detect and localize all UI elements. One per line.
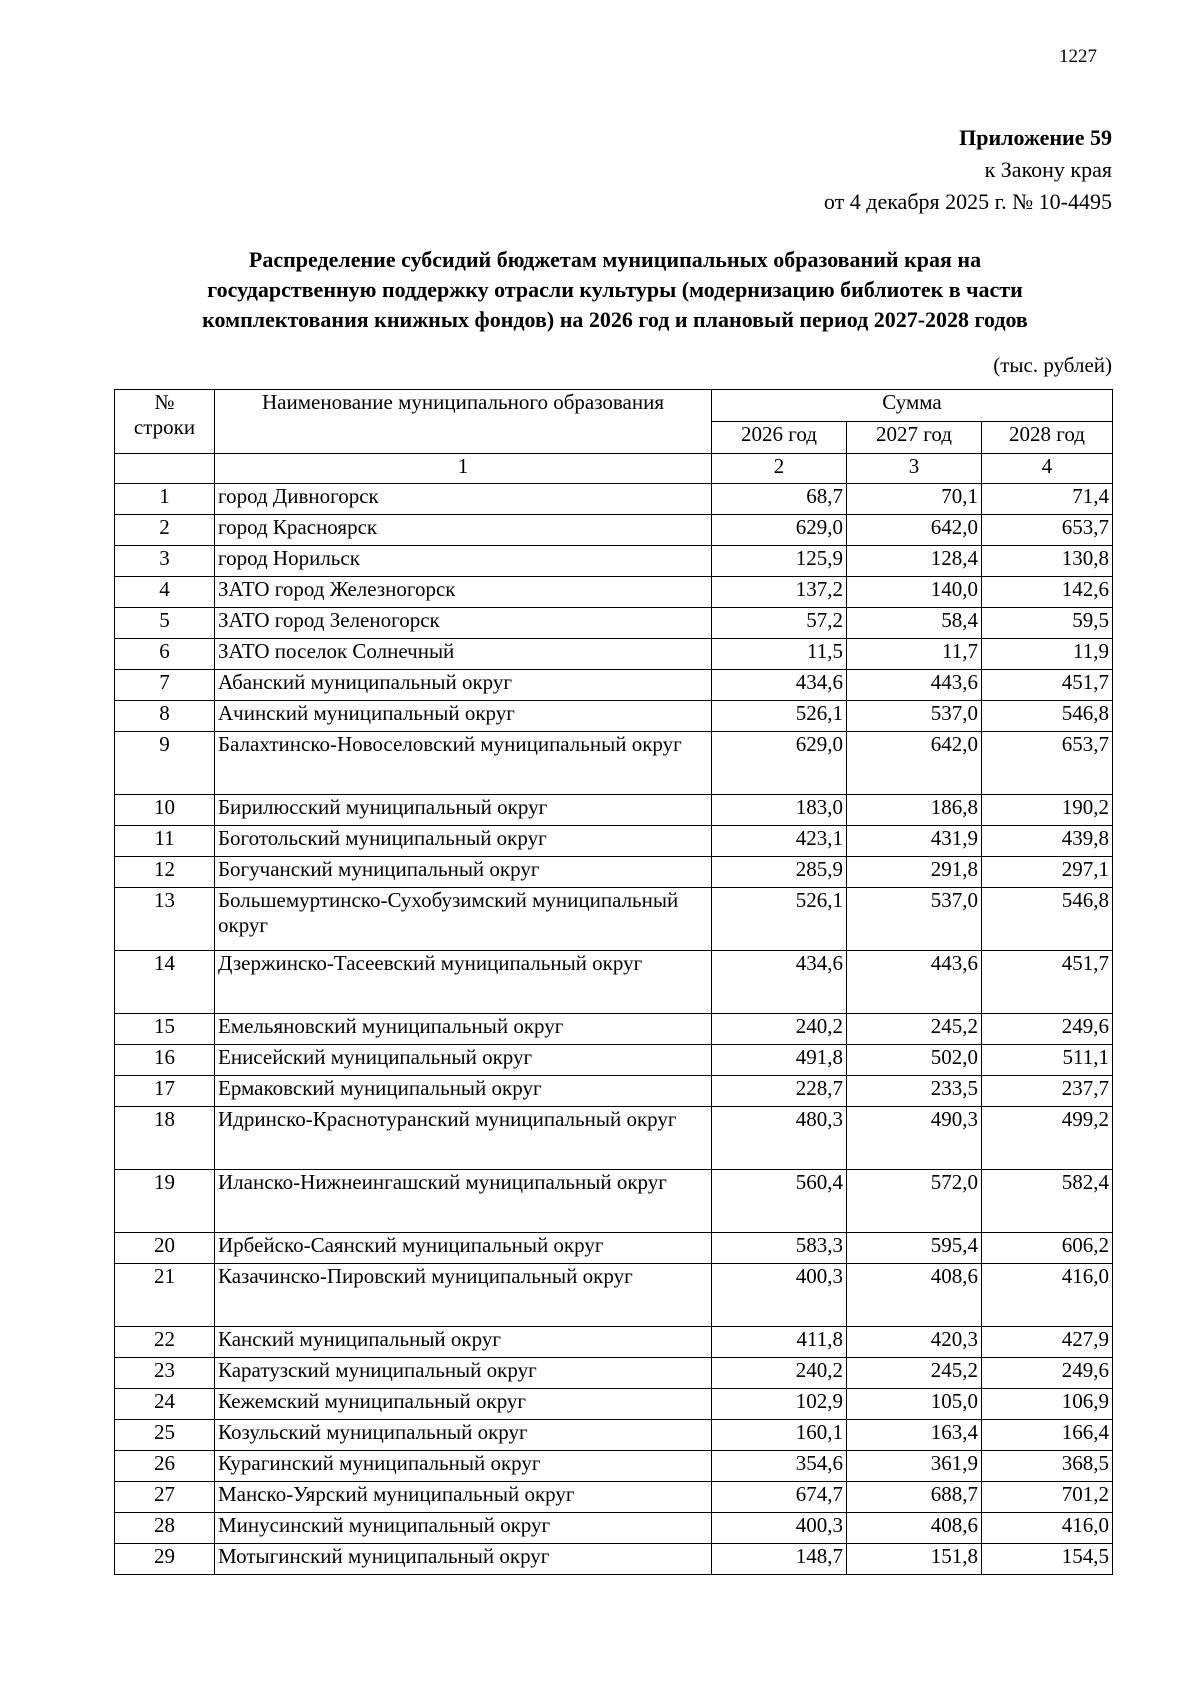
header-row-number xyxy=(115,390,215,454)
row-number-cell: 20 xyxy=(115,1233,215,1264)
row-number-cell: 10 xyxy=(115,795,215,826)
amount-2027-cell: 642,0 xyxy=(847,515,982,546)
table-row xyxy=(115,826,1113,857)
table-row xyxy=(115,1513,1113,1544)
amount-2028-cell: 499,2 xyxy=(982,1107,1113,1170)
municipality-name-cell: Бирилюсский муниципальный округ xyxy=(215,795,712,826)
row-number-cell: 3 xyxy=(115,546,215,577)
table-row xyxy=(115,608,1113,639)
amount-2026-cell: 560,4 xyxy=(712,1170,847,1233)
amount-2026-cell: 11,5 xyxy=(712,639,847,670)
municipality-name-cell: Мотыгинский муниципальный округ xyxy=(215,1544,712,1575)
table-row xyxy=(115,515,1113,546)
row-number-cell: 5 xyxy=(115,608,215,639)
table-row xyxy=(115,577,1113,608)
amount-2027-cell: 537,0 xyxy=(847,888,982,951)
row-number-cell: 25 xyxy=(115,1420,215,1451)
row-number-cell: 15 xyxy=(115,1014,215,1045)
municipality-name-cell: город Норильск xyxy=(215,546,712,577)
amount-2026-cell: 183,0 xyxy=(712,795,847,826)
amount-2028-cell: 142,6 xyxy=(982,577,1113,608)
municipality-name-cell: Каратузский муниципальный округ xyxy=(215,1358,712,1389)
document-title xyxy=(115,245,1115,335)
table-row xyxy=(115,701,1113,732)
table-row xyxy=(115,857,1113,888)
amount-2027-cell: 105,0 xyxy=(847,1389,982,1420)
municipality-name-cell: Курагинский муниципальный округ xyxy=(215,1451,712,1482)
amount-2028-cell: 59,5 xyxy=(982,608,1113,639)
municipality-name-cell: город Красноярск xyxy=(215,515,712,546)
unit-label: (тыс. рублей) xyxy=(993,353,1112,377)
amount-2026-cell: 240,2 xyxy=(712,1014,847,1045)
amount-2026-cell: 400,3 xyxy=(712,1513,847,1544)
amount-2028-cell: 297,1 xyxy=(982,857,1113,888)
appendix-block xyxy=(824,122,1112,218)
municipality-name-cell: Кежемский муниципальный округ xyxy=(215,1389,712,1420)
row-number-cell: 18 xyxy=(115,1107,215,1170)
amount-2027-cell: 443,6 xyxy=(847,951,982,1014)
amount-2028-cell: 451,7 xyxy=(982,951,1113,1014)
row-number-cell: 13 xyxy=(115,888,215,951)
document-title-line: государственную поддержку отрасли культуры (модернизацию библиотек в части xyxy=(207,277,1023,302)
table-row xyxy=(115,1045,1113,1076)
row-number-cell: 8 xyxy=(115,701,215,732)
row-number-cell: 11 xyxy=(115,826,215,857)
row-number-cell: 14 xyxy=(115,951,215,1014)
amount-2026-cell: 434,6 xyxy=(712,951,847,1014)
table-row xyxy=(115,1076,1113,1107)
amount-2027-cell: 163,4 xyxy=(847,1420,982,1451)
table-row xyxy=(115,670,1113,701)
municipality-name-cell: Манско-Уярский муниципальный округ xyxy=(215,1482,712,1513)
amount-2026-cell: 354,6 xyxy=(712,1451,847,1482)
amount-2028-cell: 71,4 xyxy=(982,484,1113,515)
table-row xyxy=(115,1358,1113,1389)
amount-2028-cell: 166,4 xyxy=(982,1420,1113,1451)
header-year-2028: 2028 год xyxy=(982,422,1113,454)
municipality-name-cell: Енисейский муниципальный округ xyxy=(215,1045,712,1076)
amount-2027-cell: 595,4 xyxy=(847,1233,982,1264)
amount-2028-cell: 546,8 xyxy=(982,701,1113,732)
amount-2028-cell: 237,7 xyxy=(982,1076,1113,1107)
municipality-name-cell: Боготольский муниципальный округ xyxy=(215,826,712,857)
amount-2027-cell: 490,3 xyxy=(847,1107,982,1170)
row-number-cell: 19 xyxy=(115,1170,215,1233)
amount-2027-cell: 70,1 xyxy=(847,484,982,515)
amount-2028-cell: 249,6 xyxy=(982,1358,1113,1389)
appendix-law-ref: к Закону края xyxy=(984,157,1112,182)
amount-2028-cell: 511,1 xyxy=(982,1045,1113,1076)
amount-2026-cell: 480,3 xyxy=(712,1107,847,1170)
amount-2028-cell: 451,7 xyxy=(982,670,1113,701)
amount-2027-cell: 502,0 xyxy=(847,1045,982,1076)
row-number-cell: 21 xyxy=(115,1264,215,1327)
amount-2028-cell: 249,6 xyxy=(982,1014,1113,1045)
header-name: Наименование муниципального образования xyxy=(215,390,712,454)
amount-2026-cell: 285,9 xyxy=(712,857,847,888)
amount-2028-cell: 368,5 xyxy=(982,1451,1113,1482)
amount-2026-cell: 629,0 xyxy=(712,515,847,546)
amount-2028-cell: 190,2 xyxy=(982,795,1113,826)
municipality-name-cell: Ирбейско-Саянский муниципальный округ xyxy=(215,1233,712,1264)
table-row xyxy=(115,546,1113,577)
amount-2027-cell: 233,5 xyxy=(847,1076,982,1107)
row-number-cell: 7 xyxy=(115,670,215,701)
column-number: 1 xyxy=(215,454,712,484)
amount-2028-cell: 546,8 xyxy=(982,888,1113,951)
column-number-row xyxy=(115,454,1113,484)
table-row xyxy=(115,639,1113,670)
table-row xyxy=(115,1170,1113,1233)
amount-2026-cell: 674,7 xyxy=(712,1482,847,1513)
municipality-name-cell: Ачинский муниципальный округ xyxy=(215,701,712,732)
row-number-cell: 6 xyxy=(115,639,215,670)
amount-2026-cell: 491,8 xyxy=(712,1045,847,1076)
appendix-title: Приложение 59 xyxy=(959,125,1112,150)
page-number: 1227 xyxy=(1059,46,1097,67)
table-row xyxy=(115,1389,1113,1420)
table-row xyxy=(115,1544,1113,1575)
table-row xyxy=(115,484,1113,515)
row-number-cell: 2 xyxy=(115,515,215,546)
column-number-empty xyxy=(115,454,215,484)
amount-2028-cell: 154,5 xyxy=(982,1544,1113,1575)
table-row xyxy=(115,1420,1113,1451)
municipality-name-cell: Минусинский муниципальный округ xyxy=(215,1513,712,1544)
amount-2027-cell: 408,6 xyxy=(847,1513,982,1544)
municipality-name-cell: Идринско-Краснотуранский муниципальный округ xyxy=(215,1107,712,1170)
row-number-cell: 29 xyxy=(115,1544,215,1575)
amount-2028-cell: 416,0 xyxy=(982,1513,1113,1544)
amount-2026-cell: 526,1 xyxy=(712,701,847,732)
table-row xyxy=(115,1482,1113,1513)
municipality-name-cell: Козульский муниципальный округ xyxy=(215,1420,712,1451)
amount-2026-cell: 68,7 xyxy=(712,484,847,515)
amount-2026-cell: 526,1 xyxy=(712,888,847,951)
municipality-name-cell: Дзержинско-Тасеевский муниципальный округ xyxy=(215,951,712,1014)
amount-2028-cell: 427,9 xyxy=(982,1327,1113,1358)
amount-2028-cell: 653,7 xyxy=(982,515,1113,546)
amount-2028-cell: 106,9 xyxy=(982,1389,1113,1420)
amount-2026-cell: 240,2 xyxy=(712,1358,847,1389)
table-row xyxy=(115,1264,1113,1327)
table-row xyxy=(115,795,1113,826)
row-number-cell: 12 xyxy=(115,857,215,888)
amount-2027-cell: 11,7 xyxy=(847,639,982,670)
amount-2027-cell: 140,0 xyxy=(847,577,982,608)
row-number-cell: 4 xyxy=(115,577,215,608)
row-number-cell: 17 xyxy=(115,1076,215,1107)
amount-2028-cell: 439,8 xyxy=(982,826,1113,857)
amount-2026-cell: 125,9 xyxy=(712,546,847,577)
header-year-2026: 2026 год xyxy=(712,422,847,454)
amount-2027-cell: 291,8 xyxy=(847,857,982,888)
header-sum: Сумма xyxy=(712,390,1113,422)
amount-2028-cell: 416,0 xyxy=(982,1264,1113,1327)
subsidy-table xyxy=(114,389,1113,1575)
table-row xyxy=(115,951,1113,1014)
table-row xyxy=(115,1107,1113,1170)
amount-2027-cell: 688,7 xyxy=(847,1482,982,1513)
amount-2028-cell: 582,4 xyxy=(982,1170,1113,1233)
amount-2027-cell: 151,8 xyxy=(847,1544,982,1575)
municipality-name-cell: Абанский муниципальный округ xyxy=(215,670,712,701)
amount-2027-cell: 361,9 xyxy=(847,1451,982,1482)
municipality-name-cell: Иланско-Нижнеингашский муниципальный округ xyxy=(215,1170,712,1233)
row-number-cell: 28 xyxy=(115,1513,215,1544)
amount-2026-cell: 228,7 xyxy=(712,1076,847,1107)
amount-2028-cell: 11,9 xyxy=(982,639,1113,670)
header-row-number-line1: № xyxy=(154,390,175,414)
amount-2026-cell: 57,2 xyxy=(712,608,847,639)
amount-2026-cell: 423,1 xyxy=(712,826,847,857)
amount-2027-cell: 408,6 xyxy=(847,1264,982,1327)
row-number-cell: 9 xyxy=(115,732,215,795)
row-number-cell: 16 xyxy=(115,1045,215,1076)
amount-2027-cell: 420,3 xyxy=(847,1327,982,1358)
municipality-name-cell: Казачинско-Пировский муниципальный округ xyxy=(215,1264,712,1327)
municipality-name-cell: Канский муниципальный округ xyxy=(215,1327,712,1358)
amount-2026-cell: 411,8 xyxy=(712,1327,847,1358)
header-year-2027: 2027 год xyxy=(847,422,982,454)
amount-2026-cell: 434,6 xyxy=(712,670,847,701)
amount-2027-cell: 58,4 xyxy=(847,608,982,639)
municipality-name-cell: Большемуртинско-Сухобузимский муниципальный округ xyxy=(215,888,712,951)
amount-2027-cell: 642,0 xyxy=(847,732,982,795)
row-number-cell: 26 xyxy=(115,1451,215,1482)
amount-2026-cell: 583,3 xyxy=(712,1233,847,1264)
amount-2026-cell: 160,1 xyxy=(712,1420,847,1451)
table-row xyxy=(115,1451,1113,1482)
amount-2027-cell: 431,9 xyxy=(847,826,982,857)
document-title-line: комплектования книжных фондов) на 2026 год и плановый период 2027-2028 годов xyxy=(202,307,1028,332)
amount-2026-cell: 102,9 xyxy=(712,1389,847,1420)
document-title-line: Распределение субсидий бюджетам муниципальных образований края на xyxy=(248,247,982,272)
table-row xyxy=(115,732,1113,795)
amount-2026-cell: 629,0 xyxy=(712,732,847,795)
municipality-name-cell: Ермаковский муниципальный округ xyxy=(215,1076,712,1107)
header-row-number-line2: строки xyxy=(133,415,196,439)
amount-2027-cell: 572,0 xyxy=(847,1170,982,1233)
amount-2027-cell: 245,2 xyxy=(847,1014,982,1045)
amount-2026-cell: 400,3 xyxy=(712,1264,847,1327)
municipality-name-cell: Богучанский муниципальный округ xyxy=(215,857,712,888)
municipality-name-cell: ЗАТО поселок Солнечный xyxy=(215,639,712,670)
municipality-name-cell: Балахтинско-Новоселовский муниципальный округ xyxy=(215,732,712,795)
table-row xyxy=(115,1014,1113,1045)
row-number-cell: 22 xyxy=(115,1327,215,1358)
municipality-name-cell: ЗАТО город Железногорск xyxy=(215,577,712,608)
amount-2028-cell: 653,7 xyxy=(982,732,1113,795)
table-header-row xyxy=(115,390,1113,422)
table-body xyxy=(115,484,1113,1575)
amount-2028-cell: 701,2 xyxy=(982,1482,1113,1513)
appendix-law-date: от 4 декабря 2025 г. № 10-4495 xyxy=(823,189,1112,214)
amount-2027-cell: 537,0 xyxy=(847,701,982,732)
table-row xyxy=(115,1327,1113,1358)
row-number-cell: 23 xyxy=(115,1358,215,1389)
amount-2027-cell: 245,2 xyxy=(847,1358,982,1389)
amount-2027-cell: 186,8 xyxy=(847,795,982,826)
column-number: 3 xyxy=(847,454,982,484)
row-number-cell: 1 xyxy=(115,484,215,515)
amount-2026-cell: 148,7 xyxy=(712,1544,847,1575)
municipality-name-cell: Емельяновский муниципальный округ xyxy=(215,1014,712,1045)
municipality-name-cell: город Дивногорск xyxy=(215,484,712,515)
column-number: 2 xyxy=(712,454,847,484)
amount-2028-cell: 130,8 xyxy=(982,546,1113,577)
table-row xyxy=(115,888,1113,951)
table-row xyxy=(115,1233,1113,1264)
row-number-cell: 24 xyxy=(115,1389,215,1420)
row-number-cell: 27 xyxy=(115,1482,215,1513)
amount-2028-cell: 606,2 xyxy=(982,1233,1113,1264)
amount-2027-cell: 443,6 xyxy=(847,670,982,701)
amount-2027-cell: 128,4 xyxy=(847,546,982,577)
column-number: 4 xyxy=(982,454,1113,484)
municipality-name-cell: ЗАТО город Зеленогорск xyxy=(215,608,712,639)
amount-2026-cell: 137,2 xyxy=(712,577,847,608)
